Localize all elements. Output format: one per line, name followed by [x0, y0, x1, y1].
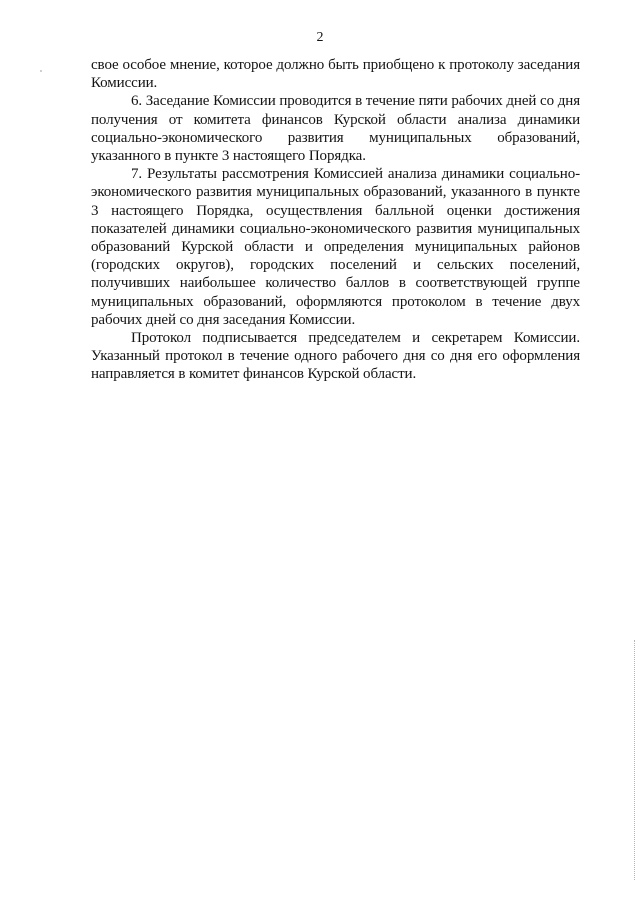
document-body [91, 56, 580, 384]
paragraph-item-7: 7. Результаты рассмотрения Комиссией анализа динамики социально-экономического развития муниципальных образований, указанного в пункте 3 настоящего Порядка, осуществления балльной оценки достижения показателей динамики социально-экономического развития муниципальных образований Курской области и определения муниципальных районов (городских округов), городских поселений и сельских поселений, получивших наибольшее количество баллов в соответствующей группе муниципальных образований, оформляются протоколом в течение двух рабочих дней со дня заседания Комиссии. [91, 166, 580, 328]
paragraph-continuation: свое особое мнение, которое должно быть приобщено к протоколу заседания Комиссии. [91, 57, 580, 92]
paragraph-protocol: Протокол подписывается председателем и секретарем Комиссии. Указанный протокол в течение одного рабочего дня со дня его оформления направляется в комитет финансов Курской области. [91, 330, 580, 383]
page-number: 2 [316, 30, 324, 45]
paragraph-item-6: 6. Заседание Комиссии проводится в течение пяти рабочих дней со дня получения от комитета финансов Курской области анализа динамики социально-экономического развития муниципальных образований, указанного в пункте 3 настоящего Порядка. [91, 93, 580, 165]
scan-artifact-dot [40, 70, 42, 72]
scan-edge-artifact [634, 640, 636, 880]
